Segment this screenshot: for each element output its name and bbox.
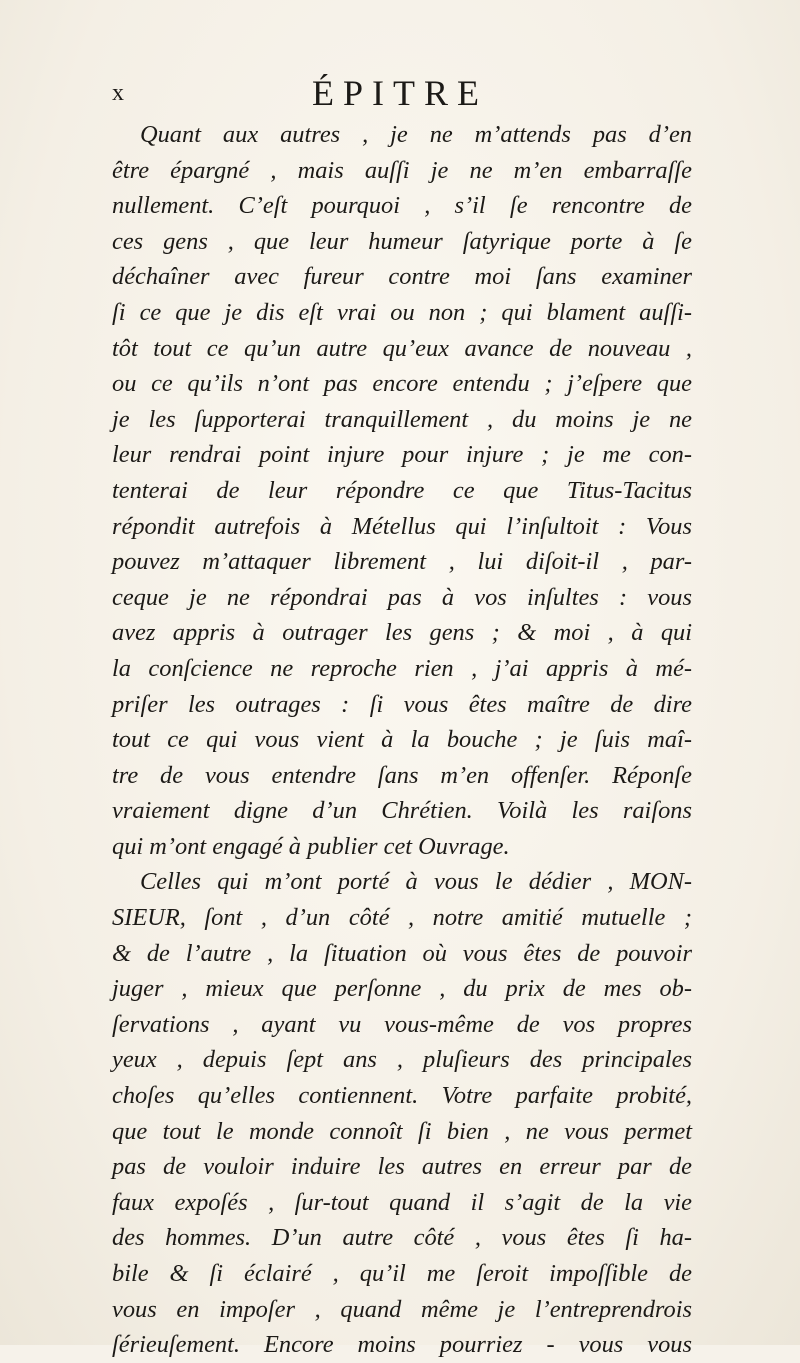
text-line: vraiement digne d’un Chrétien. Voilà les raiſons — [112, 797, 692, 825]
text-line: tenterai de leur répondre ce que Titus-Tacitus — [112, 476, 692, 504]
text-line: pouvez m’attaquer librement , lui diſoit-il , par- — [112, 548, 692, 576]
text-line: ſervations , ayant vu vous-même de vos propres — [112, 1010, 692, 1038]
text-line: bile & ſi éclairé , qu’il me ſeroit impoſſible de — [112, 1260, 692, 1287]
text-line: pas de vouloir induire les autres en erreur par de — [112, 1153, 692, 1181]
text-line: tout ce qui vous vient à la bouche ; je ſuis maî- — [112, 726, 692, 754]
text-line: faux expoſés , ſur-tout quand il s’agit de la vie — [112, 1188, 692, 1216]
text-line: tre de vous entendre ſans m’en offenſer. Réponſe — [112, 761, 692, 789]
text-line: SIEUR, ſont , d’un côté , notre amitié mutuelle ; — [112, 904, 692, 932]
text-line: répondit autrefois à Métellus qui l’inſultoit : Vous — [112, 512, 692, 540]
text-line: choſes qu’elles contiennent. Votre parfaite probité, — [112, 1082, 692, 1110]
text-line: ceque je ne répondrai pas à vos inſultes : vous — [112, 583, 692, 611]
text-line: la conſcience ne reproche rien , j’ai appris à mé- — [112, 654, 692, 682]
text-line: nullement. C’eſt pourquoi , s’il ſe rencontre de — [112, 192, 692, 220]
text-line: tôt tout ce qu’un autre qu’eux avance de nouveau , — [112, 334, 692, 362]
text-line: ſi ce que je dis eſt vrai ou non ; qui blament auſſi- — [112, 298, 692, 326]
text-line: avez appris à outrager les gens ; & moi , à qui — [112, 619, 692, 647]
text-line: priſer les outrages : ſi vous êtes maître de dire — [112, 690, 692, 718]
text-line: je les ſupporterai tranquillement , du moins je ne — [112, 405, 692, 433]
text-line: & de l’autre , la ſituation où vous êtes de pouvoir — [112, 939, 692, 967]
text-line: que tout le monde connoît ſi bien , ne vous permet — [112, 1117, 692, 1145]
text-line: leur rendrai point injure pour injure ; je me con- — [112, 441, 692, 469]
text-line: Celles qui m’ont porté à vous le dédier , MON- — [140, 868, 692, 896]
text-line: des hommes. D’un autre côté , vous êtes ſi ha- — [112, 1224, 692, 1252]
page-number: x — [112, 80, 125, 106]
text-line: ou ce qu’ils n’ont pas encore entendu ; j’eſpere que — [112, 370, 692, 398]
text-line: qui m’ont engagé à publier cet Ouvrage. — [112, 832, 510, 860]
body-text — [112, 117, 692, 1363]
text-line: déchaîner avec fureur contre moi ſans examiner — [112, 263, 692, 291]
section-title: ÉPITRE — [312, 73, 488, 113]
text-line: ſérieuſement. Encore moins pourriez - vous vous — [112, 1331, 692, 1359]
text-line: ces gens , que leur humeur ſatyrique porte à ſe — [112, 227, 692, 255]
text-line: juger , mieux que perſonne , du prix de mes ob- — [112, 975, 692, 1003]
text-line: yeux , depuis ſept ans , pluſieurs des principales — [112, 1046, 692, 1074]
running-head — [0, 72, 800, 112]
text-line: vous en impoſer , quand même je l’entreprendrois — [112, 1295, 692, 1323]
text-line: Quant aux autres , je ne m’attends pas d’en — [140, 121, 692, 148]
text-line: être épargné , mais auſſi je ne m’en embarraſſe — [112, 156, 692, 184]
